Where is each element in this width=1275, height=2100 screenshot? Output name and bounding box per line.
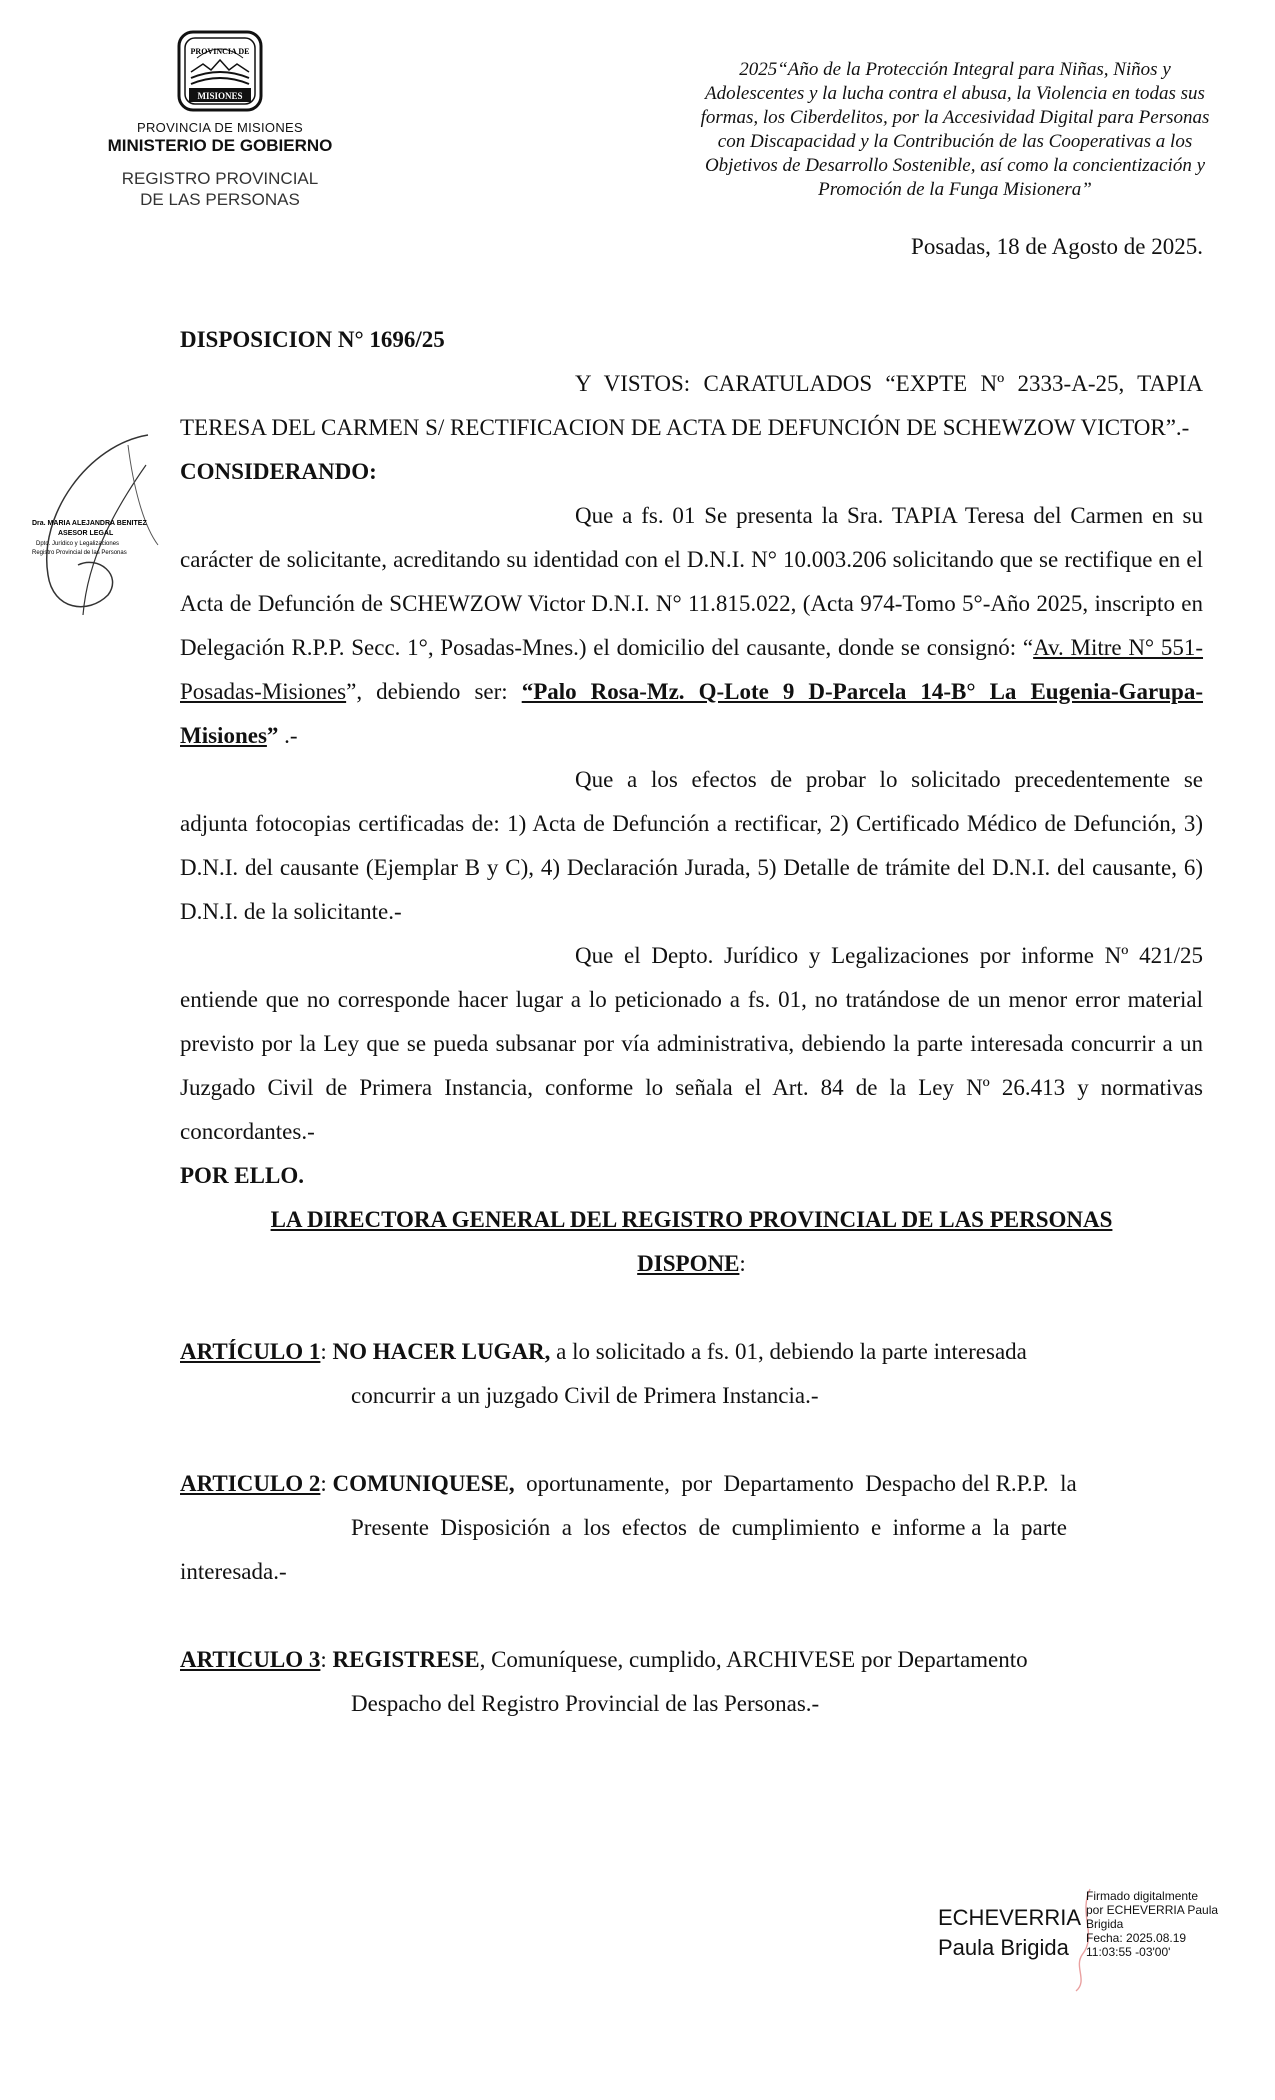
article-lead: NO HACER LUGAR, [332, 1339, 551, 1364]
old-address: Av. Mitre N° 551-Posadas-Misiones [180, 635, 1204, 704]
article-sep: : [320, 1647, 333, 1672]
article-sep: : [320, 1339, 333, 1364]
letterhead [100, 30, 340, 210]
director-title: LA DIRECTORA GENERAL DEL REGISTRO PROVINCIAL DE LAS PERSONAS [270, 1207, 1113, 1232]
signature-detail-4: Fecha: 2025.08.19 [1086, 1931, 1187, 1945]
place-date: Posadas, 18 de Agosto de 2025. [911, 234, 1203, 259]
seal-text-top: PROVINCIA DE [190, 47, 250, 56]
signature-detail-1: Firmado digitalmente [1086, 1889, 1199, 1903]
article-line-1: , Comuníquese, cumplido, ARCHIVESE por Departamento [479, 1647, 1028, 1672]
digital-signature [938, 1885, 1238, 1995]
document-body [180, 318, 1203, 1726]
considerando-paragraph-3: Que el Depto. Jurídico y Legalizaciones por informe Nº 421/25 entiende que no corresponde hacer lugar a lo peticionado a fs. 01, no tratándose de un menor error material previsto por la Ley que se pueda subsanar por vía administrativa, debiendo la parte interesada concurrir a un Juzgado Civil de Primera Instancia, conforme lo señala el Art. 84 de la Ley Nº 26.413 y normativas concordantes.- [180, 943, 1203, 1144]
article-line-2: Despacho del Registro Provincial de las Personas.- [351, 1691, 820, 1716]
article-line-2: concurrir a un juzgado Civil de Primera Instancia.- [351, 1383, 819, 1408]
signature-detail-3: Brigida [1086, 1917, 1124, 1931]
signature-detail-2: por ECHEVERRIA Paula [1086, 1903, 1219, 1917]
article-lead: REGISTRESE [332, 1647, 480, 1672]
article-line-3: interesada.- [180, 1559, 287, 1584]
article-1 [180, 1330, 1203, 1418]
stamp-line-3: Dpto. Jurídico y Legalizaciones [36, 541, 120, 547]
stamp-line-2: ASESOR LEGAL [58, 530, 114, 537]
article-2 [180, 1462, 1203, 1594]
director-heading [180, 1198, 1203, 1242]
signature-details [1086, 1889, 1236, 1959]
considerando-paragraph-2: Que a los efectos de probar lo solicitado precedentemente se adjunta fotocopias certificadas de: 1) Acta de Defunción a rectificar, 2) Certificado Médico de Defunción, 3) D.N.I. del causante (Ejemplar B y C), 4) Declaración Jurada, 5) Detalle de trámite del D.N.I. del causante, 6) D.N.I. de la solicitante.- [180, 767, 1203, 924]
ministry-name: MINISTERIO DE GOBIERNO [107, 136, 333, 155]
article-label: ARTICULO 3 [180, 1647, 321, 1672]
new-address-quote: ” [266, 723, 279, 748]
stamp-line-4: Registro Provincial de las Personas [32, 550, 127, 556]
article-lead: COMUNIQUESE, [332, 1471, 515, 1496]
por-ello: POR ELLO. [180, 1163, 304, 1188]
signer-name-line-1: ECHEVERRIA [938, 1905, 1082, 1930]
new-address: “Palo Rosa-Mz. Q-Lote 9 D-Parcela 14-B° La Eugenia-Garupa-Misiones [180, 679, 1203, 748]
registry-line-2: DE LAS PERSONAS [140, 190, 300, 209]
para1-end: .- [278, 723, 298, 748]
article-3 [180, 1638, 1203, 1726]
signature-detail-5: 11:03:55 -03'00' [1086, 1945, 1171, 1959]
year-motto: 2025“Año de la Protección Integral para Niñas, Niños y Adolescentes y la lucha contra el abusa, la Violencia en todas sus formas, los Ciberdelitos, por la Accesividad Digital para Personas con Discapacidad y la Contribución de las Cooperativas a los Objetivos de Desarrollo Sostenible, así como la concientización y Promoción de la Funga Misionera” [700, 59, 1210, 200]
disposition-title: DISPOSICION N° 1696/25 [180, 327, 445, 352]
considerando-paragraph-1 [180, 494, 1203, 758]
registry-line-1: REGISTRO PROVINCIAL [121, 169, 319, 188]
article-sep: : [320, 1471, 333, 1496]
article-line-2: Presente Disposición a los efectos de cumplimiento e informe a la parte [351, 1515, 1067, 1540]
province-seal-icon [177, 30, 263, 112]
dispone-colon: : [739, 1251, 746, 1276]
para1-mid: ”, debiendo ser: [346, 679, 522, 704]
dispone-heading [180, 1242, 1203, 1286]
considerando-heading: CONSIDERANDO: [180, 459, 377, 484]
vistos-paragraph: Y VISTOS: CARATULADOS “EXPTE Nº 2333-A-25, TAPIA TERESA DEL CARMEN S/ RECTIFICACION DE ACTA DE DEFUNCIÓN DE SCHEWZOW VICTOR”.- [180, 371, 1203, 440]
para1-text: Que a fs. 01 Se presenta la Sra. TAPIA Teresa del Carmen en su carácter de solicitante, acreditando su identidad con el D.N.I. N° 10.003.206 solicitando que se rectifique en el Acta de Defunción de SCHEWZOW Victor D.N.I. N° 11.815.022, (Acta 974-Tomo 5°-Año 2025, inscripto en Delegación R.P.P. Secc. 1°, Posadas-Mnes.) el domicilio del causante, donde se consignó: “ [180, 503, 1203, 660]
legal-advisor-stamp [28, 425, 178, 625]
province-name: PROVINCIA DE MISIONES [137, 120, 303, 135]
article-line-1: a lo solicitado a fs. 01, debiendo la parte interesada [550, 1339, 1027, 1364]
registry-name [100, 168, 340, 210]
signer-name-line-2: Paula Brigida [938, 1935, 1069, 1960]
stamp-line-1: Dra. MARIA ALEJANDRA BENITEZ [32, 520, 147, 527]
signer-name [938, 1903, 1081, 1963]
article-label: ARTICULO 2 [180, 1471, 321, 1496]
dispone-word: DISPONE [637, 1251, 740, 1276]
article-line-1: oportunamente, por Departamento Despacho del R.P.P. la [514, 1471, 1077, 1496]
article-label: ARTÍCULO 1 [180, 1339, 321, 1364]
seal-text-bottom: MISIONES [197, 91, 243, 101]
